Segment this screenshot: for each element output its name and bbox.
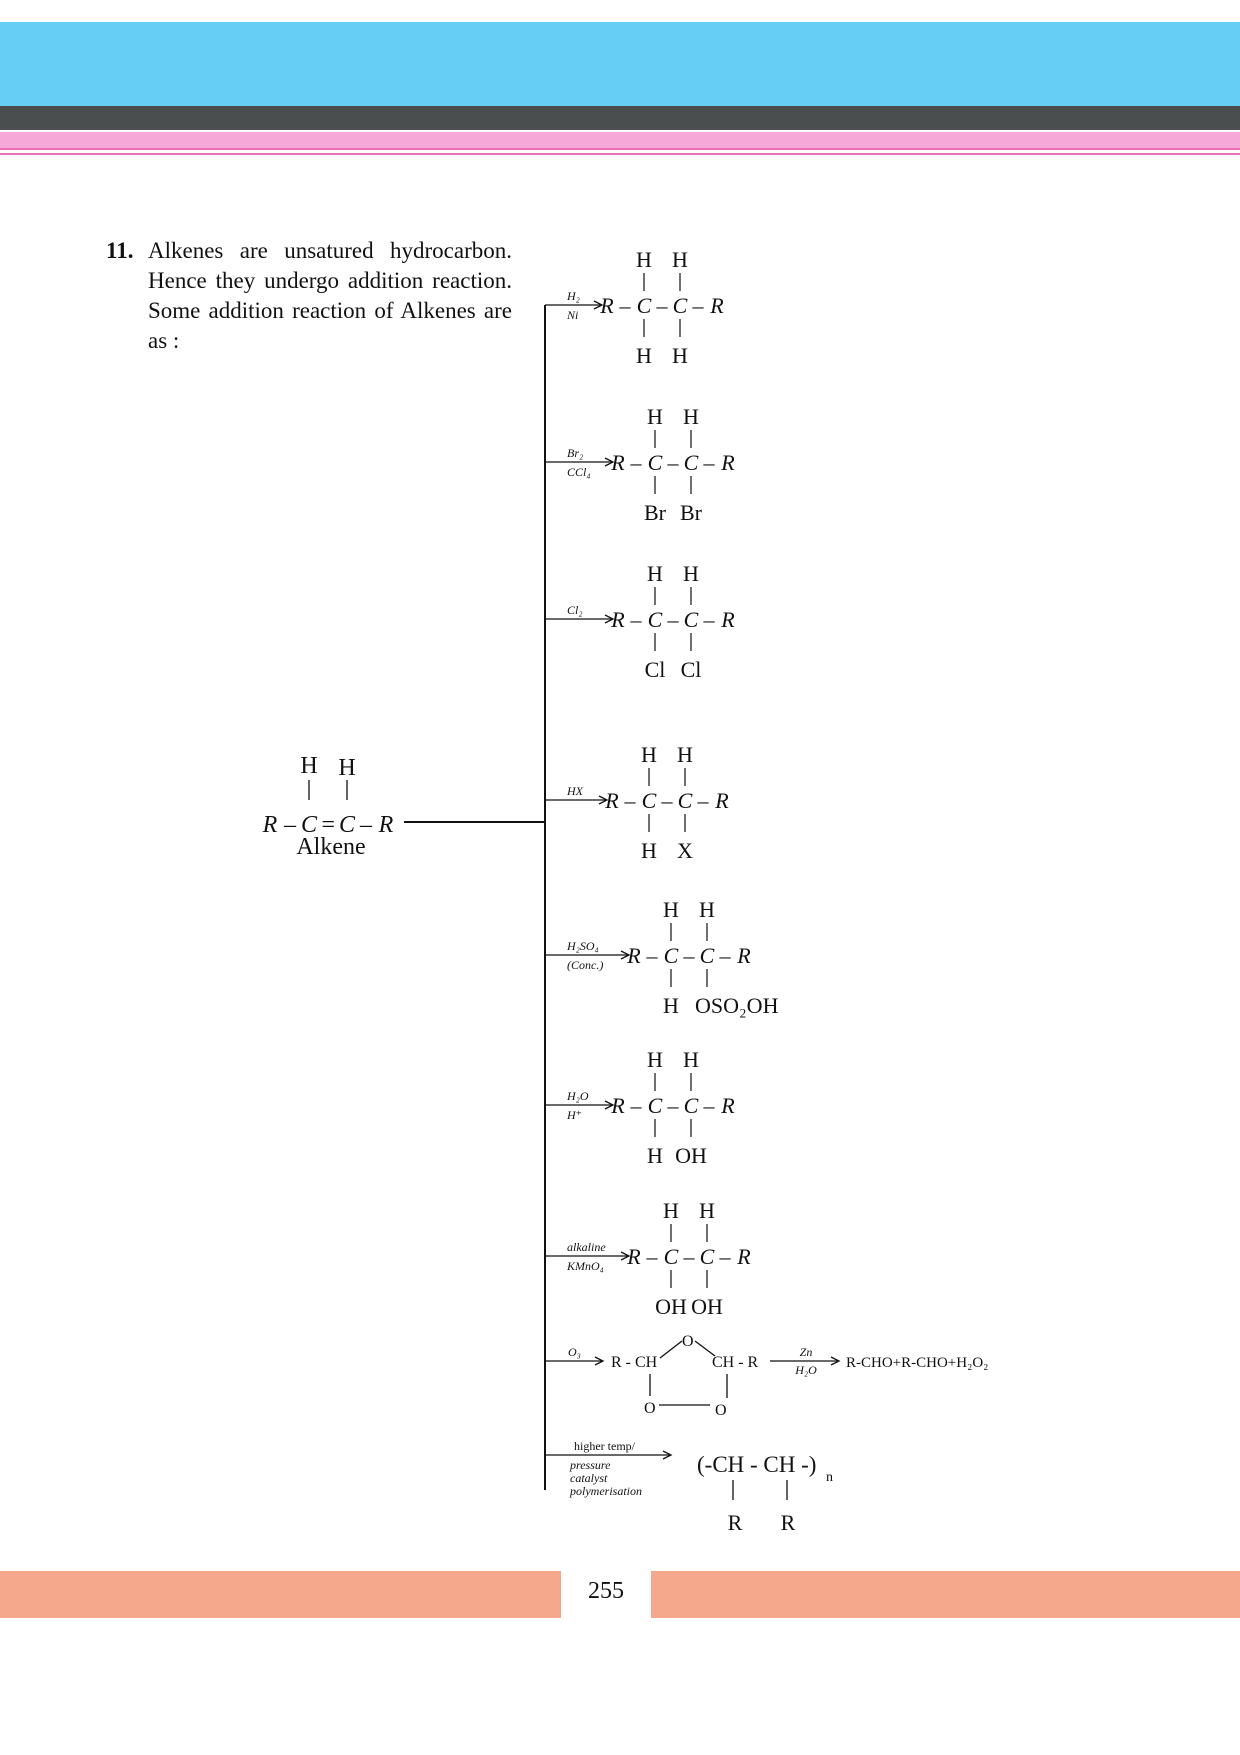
product-bottom-atom-2: OH (691, 1294, 723, 1319)
product-dash2: – (661, 788, 673, 813)
polymer-subscript-n: n (826, 1470, 833, 1485)
reagent-bottom: H⁺ (567, 1108, 582, 1122)
polymerisation-condition-4: polymerisation (570, 1484, 642, 1498)
product-c1: C (636, 293, 652, 318)
page-number: 255 (588, 1578, 624, 1604)
product-r2: R (721, 1093, 735, 1118)
product-top-atom-2: H (699, 1198, 715, 1223)
alkene-double-bond: = (319, 812, 337, 838)
ozonide-ring-bonds (650, 1341, 727, 1405)
product-dash3: – (692, 293, 704, 318)
alkene-c1: C (300, 812, 318, 838)
alkene-reactant (262, 753, 394, 860)
product-top-atom-1: H (641, 742, 657, 767)
zn-reagent: Zn (799, 1345, 813, 1359)
ozonolysis-reagent: O₃ (568, 1345, 581, 1359)
alkene-top-h2: H (338, 755, 356, 781)
product-c1: C (647, 1093, 663, 1118)
reagent-bottom: CCl₄ (567, 465, 591, 479)
product-dash2: – (667, 607, 679, 632)
reagent-bottom: KMnO₄ (567, 1259, 604, 1273)
product-bottom-atom-1: H (663, 993, 679, 1018)
ozonide-right-oxygen: O (715, 1402, 727, 1419)
polymer-substituent-2: R (780, 1510, 796, 1535)
reaction-row (545, 1047, 735, 1168)
product-c2: C (683, 450, 699, 475)
product-dash3: – (703, 607, 715, 632)
product-top-atom-1: H (647, 404, 663, 429)
reaction-row (545, 561, 735, 682)
alkene-dash1: – (284, 812, 296, 838)
product-dash3: – (703, 1093, 715, 1118)
product-c1: C (641, 788, 657, 813)
product-bottom-atom-1: OH (655, 1294, 687, 1319)
product-top-atom-1: H (647, 561, 663, 586)
product-c2: C (699, 943, 715, 968)
product-r1: R (605, 788, 619, 813)
addition-reactions (545, 247, 779, 1319)
product-r2: R (737, 943, 751, 968)
product-top-atom-2: H (672, 247, 688, 272)
question-text: Alkenes are unsatured hydrocarbon. Hence they undergo addition reaction. Some addition reaction of Alkenes are as : (148, 238, 512, 353)
zn-water-reagent: H₂O (795, 1363, 817, 1377)
product-bottom-atom-1: Cl (644, 657, 666, 682)
ozonide-left-oxygen: O (644, 1400, 656, 1417)
alkene-dash2: – (360, 812, 372, 838)
product-dash2: – (683, 1244, 695, 1269)
product-top-atom-2: H (677, 742, 693, 767)
product-r1: R (611, 1093, 625, 1118)
product-r2: R (721, 450, 735, 475)
product-dash1: – (624, 788, 636, 813)
product-top-atom-1: H (663, 1198, 679, 1223)
product-bottom-atom-1: H (636, 343, 652, 368)
product-bottom-atom-1: H (647, 1143, 663, 1168)
product-c2: C (677, 788, 693, 813)
product-bottom-atom-2: X (677, 838, 693, 863)
product-dash1: – (646, 1244, 658, 1269)
reagent-top: HX (567, 784, 583, 798)
product-dash2: – (667, 1093, 679, 1118)
reaction-row (545, 404, 735, 525)
polymer-substituent-1: R (727, 1510, 743, 1535)
alkene-r2: R (378, 812, 394, 838)
product-bottom-atom-1: Br (644, 500, 666, 525)
product-c2: C (683, 1093, 699, 1118)
product-top-atom-1: H (647, 1047, 663, 1072)
product-dash3: – (719, 943, 731, 968)
reagent-bottom: Ni (567, 308, 579, 322)
product-bottom-atom-2: OSO₂OH (695, 993, 779, 1018)
reaction-row (545, 897, 779, 1018)
ozonide-right-group: CH - R (712, 1354, 759, 1371)
product-r1: R (600, 293, 614, 318)
polymerisation-condition-3: catalyst (570, 1471, 608, 1485)
product-r2: R (721, 607, 735, 632)
alkene-label: Alkene (296, 834, 366, 860)
product-r2: R (737, 1244, 751, 1269)
polymerisation-condition-1: higher temp/ (574, 1439, 635, 1453)
product-dash1: – (646, 943, 658, 968)
reagent-top: H₂ (567, 289, 580, 303)
product-dash2: – (667, 450, 679, 475)
product-dash1: – (619, 293, 631, 318)
product-dash1: – (630, 1093, 642, 1118)
product-bottom-atom-2: H (672, 343, 688, 368)
alkene-c2: C (338, 812, 356, 838)
polymer-product: (-CH - CH -) (697, 1452, 817, 1477)
product-top-atom-1: H (636, 247, 652, 272)
ozonolysis-products: R-CHO+R-CHO+H₂O₂ (846, 1355, 989, 1371)
product-bottom-atom-2: OH (675, 1143, 707, 1168)
product-top-atom-2: H (683, 404, 699, 429)
product-c1: C (663, 1244, 679, 1269)
alkene-r1: R (262, 812, 278, 838)
product-r1: R (611, 450, 625, 475)
reagent-top: Cl₂ (567, 603, 583, 617)
reaction-row (545, 1198, 751, 1319)
ozonide-left-group: R - CH (611, 1354, 658, 1371)
product-r1: R (627, 1244, 641, 1269)
product-dash3: – (719, 1244, 731, 1269)
product-r1: R (611, 607, 625, 632)
product-top-atom-1: H (663, 897, 679, 922)
product-dash2: – (683, 943, 695, 968)
reagent-top: H₂O (567, 1089, 589, 1103)
reagent-top: Br₂ (567, 446, 584, 460)
question-number: 11. (106, 238, 134, 263)
product-dash3: – (703, 450, 715, 475)
product-top-atom-2: H (683, 561, 699, 586)
product-c2: C (699, 1244, 715, 1269)
connector-lines (404, 305, 545, 1490)
product-dash1: – (630, 450, 642, 475)
product-c2: C (672, 293, 688, 318)
product-bottom-atom-2: Cl (680, 657, 702, 682)
product-r2: R (710, 293, 724, 318)
reaction-row (545, 247, 724, 368)
product-bottom-atom-1: H (641, 838, 657, 863)
reagent-top: H₂SO₄ (567, 939, 599, 953)
product-c1: C (647, 450, 663, 475)
product-bottom-atom-2: Br (680, 500, 702, 525)
polymerisation-condition-2: pressure (570, 1458, 611, 1472)
product-dash3: – (697, 788, 709, 813)
reaction-row (545, 742, 729, 863)
reagent-bottom: (Conc.) (567, 958, 604, 972)
ozonide-top-oxygen: O (682, 1333, 694, 1350)
product-dash1: – (630, 607, 642, 632)
product-c2: C (683, 607, 699, 632)
footer-band-left (0, 1571, 561, 1618)
product-top-atom-2: H (699, 897, 715, 922)
product-r1: R (627, 943, 641, 968)
product-r2: R (715, 788, 729, 813)
alkene-top-h1: H (300, 753, 318, 779)
ozonolysis-reaction (545, 1333, 988, 1419)
product-c1: C (647, 607, 663, 632)
polymerisation-reaction (545, 1439, 833, 1535)
product-dash2: – (656, 293, 668, 318)
product-c1: C (663, 943, 679, 968)
product-top-atom-2: H (683, 1047, 699, 1072)
footer-band-right (651, 1571, 1240, 1618)
reagent-top: alkaline (567, 1240, 606, 1254)
